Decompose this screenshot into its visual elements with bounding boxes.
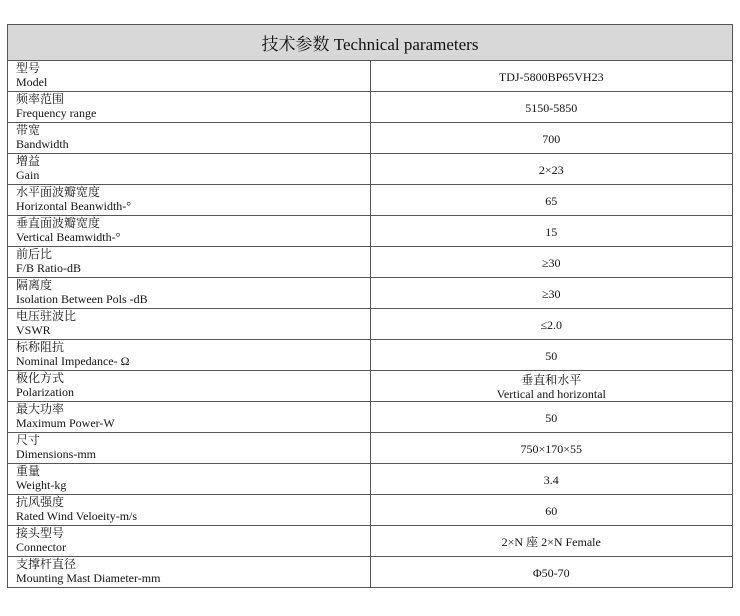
parameter-value [370, 526, 733, 557]
parameter-value-text: ≤2.0 [540, 318, 563, 332]
table-title: 技术参数 Technical parameters [8, 25, 733, 61]
parameter-value-text: 2×23 [538, 163, 564, 177]
parameter-value [370, 340, 733, 371]
parameter-name-zh: 频率范围 [16, 92, 65, 106]
technical-parameters-table [7, 24, 733, 588]
parameter-name-zh: 最大功率 [16, 402, 65, 416]
parameter-value-text: TDJ-5800BP65VH23 [498, 70, 604, 84]
parameter-name-zh: 带宽 [16, 123, 41, 137]
parameter-name-zh: 抗风强度 [16, 495, 65, 509]
parameter-value [370, 402, 733, 433]
parameter-value-text: 50 [545, 349, 558, 363]
parameter-name-zh: 电压驻波比 [16, 309, 77, 323]
parameter-name-en: Horizontal Beanwidth-° [16, 199, 132, 213]
parameter-name-zh: 极化方式 [16, 371, 65, 385]
parameter-name-en: Maximum Power-W [16, 416, 115, 430]
parameter-label [8, 154, 371, 185]
parameter-value-text: ≥30 [541, 256, 561, 270]
parameter-name-zh: 接头型号 [16, 526, 65, 540]
parameter-name-en: Dimensions-mm [16, 447, 96, 461]
parameter-name-en: Mounting Mast Diameter-mm [16, 571, 161, 585]
table-row [8, 216, 733, 247]
parameter-label [8, 216, 371, 247]
parameter-name-zh: 水平面波瓣宽度 [16, 185, 101, 199]
parameter-value-text: 50 [545, 411, 558, 425]
table-row [8, 309, 733, 340]
parameter-name-zh: 标称阻抗 [16, 340, 65, 354]
parameter-name-zh: 型号 [16, 61, 41, 75]
parameter-name-en: Gain [16, 168, 40, 182]
parameter-name-en: Polarization [16, 385, 74, 399]
parameter-value [370, 185, 733, 216]
parameter-value [370, 557, 733, 588]
parameter-name-en: F/B Ratio-dB [16, 261, 82, 275]
parameter-value-text: 15 [545, 225, 558, 239]
parameter-label [8, 464, 371, 495]
parameter-value-text: 3.4 [543, 473, 559, 487]
parameter-label [8, 557, 371, 588]
parameter-value [370, 61, 733, 92]
parameter-label [8, 247, 371, 278]
parameter-value-text: 2×N 座 2×N Female [501, 535, 601, 549]
parameter-value [370, 216, 733, 247]
parameter-label [8, 309, 371, 340]
table-row [8, 495, 733, 526]
parameter-label [8, 340, 371, 371]
parameter-name-en: Bandwidth [16, 137, 69, 151]
table-row [8, 557, 733, 588]
parameter-value-text: 65 [545, 194, 558, 208]
table-row [8, 402, 733, 433]
parameter-value-text: ≥30 [541, 287, 561, 301]
parameter-label [8, 278, 371, 309]
parameter-name-en: VSWR [16, 323, 51, 337]
parameter-name-en: Weight-kg [16, 478, 67, 492]
table-row [8, 92, 733, 123]
parameter-label [8, 185, 371, 216]
parameter-value-text: 60 [545, 504, 558, 518]
parameter-name-zh: 尺寸 [16, 433, 41, 447]
parameter-name-zh: 前后比 [16, 247, 53, 261]
parameter-value [370, 495, 733, 526]
parameter-value [370, 371, 733, 402]
parameter-name-en: Connector [16, 540, 66, 554]
parameter-value-text: 垂直和水平 [521, 373, 582, 387]
parameter-value [370, 247, 733, 278]
parameter-value [370, 123, 733, 154]
parameter-name-zh: 增益 [16, 154, 41, 168]
parameter-value-text: 750×170×55 [520, 442, 583, 456]
table-row [8, 61, 733, 92]
parameter-value [370, 92, 733, 123]
parameter-value [370, 278, 733, 309]
parameter-label [8, 123, 371, 154]
parameter-value-text: 700 [542, 132, 561, 146]
table-row [8, 278, 733, 309]
parameter-name-zh: 支撑杆直径 [16, 557, 77, 571]
parameter-label [8, 402, 371, 433]
table-row [8, 433, 733, 464]
parameter-name-en: Frequency range [16, 106, 97, 120]
parameter-name-en: Nominal Impedance- Ω [16, 354, 130, 368]
parameter-value-text: Φ50-70 [532, 566, 570, 580]
table-row [8, 526, 733, 557]
parameter-value [370, 464, 733, 495]
parameter-label [8, 495, 371, 526]
parameter-label [8, 526, 371, 557]
table-row [8, 185, 733, 216]
parameter-value-text: 5150-5850 [525, 101, 578, 115]
parameter-name-zh: 重量 [16, 464, 41, 478]
table-row [8, 154, 733, 185]
table-row [8, 247, 733, 278]
parameter-name-zh: 垂直面波瓣宽度 [16, 216, 101, 230]
parameter-label [8, 61, 371, 92]
parameter-name-zh: 隔离度 [16, 278, 53, 292]
table-row [8, 123, 733, 154]
parameter-label [8, 371, 371, 402]
parameter-name-en: Model [16, 75, 48, 89]
parameter-name-en: Isolation Between Pols -dB [16, 292, 148, 306]
parameter-name-en: Vertical Beamwidth-° [16, 230, 121, 244]
parameter-value-text-en: Vertical and horizontal [496, 387, 606, 401]
table-title-row [8, 25, 733, 61]
table-row [8, 340, 733, 371]
parameter-value [370, 433, 733, 464]
table-row [8, 464, 733, 495]
parameter-value [370, 309, 733, 340]
parameter-label [8, 433, 371, 464]
parameter-value [370, 154, 733, 185]
table-row [8, 371, 733, 402]
parameter-label [8, 92, 371, 123]
parameter-name-en: Rated Wind Veloeity-m/s [16, 509, 138, 523]
